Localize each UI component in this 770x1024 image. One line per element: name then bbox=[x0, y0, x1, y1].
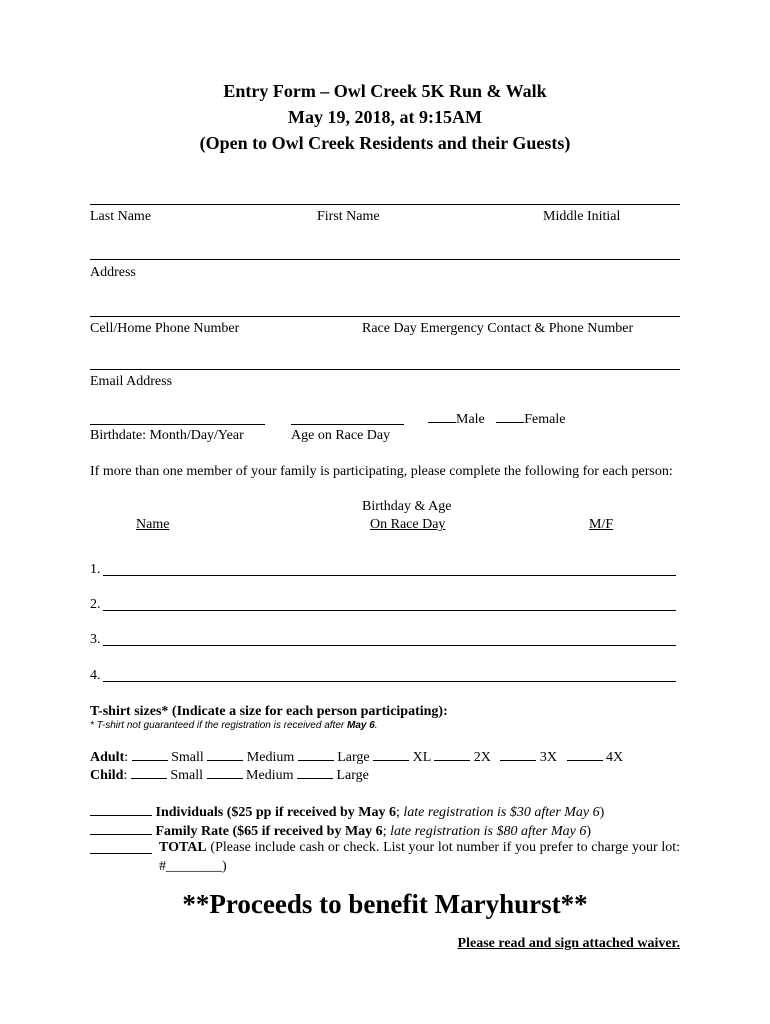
title-line-2: May 19, 2018, at 9:15AM bbox=[288, 107, 482, 127]
col-mf-header: M/F bbox=[589, 517, 614, 532]
tshirt-note-suffix: . bbox=[374, 720, 378, 731]
tshirt-note-prefix: * T-shirt not guaranteed if the registration is received after bbox=[90, 720, 347, 731]
child-medium-blank[interactable] bbox=[207, 766, 243, 779]
address-label: Address bbox=[90, 265, 136, 280]
male-label: Male bbox=[456, 412, 485, 427]
adult-2x-blank[interactable] bbox=[434, 748, 470, 761]
total-blank[interactable] bbox=[90, 841, 152, 854]
proceeds-banner: **Proceeds to benefit Maryhurst** bbox=[182, 889, 588, 919]
age-label: Age on Race Day bbox=[291, 428, 391, 443]
title-line-1: Entry Form – Owl Creek 5K Run & Walk bbox=[223, 81, 547, 101]
family-row-1-line[interactable] bbox=[103, 575, 676, 576]
emergency-contact-label: Race Day Emergency Contact & Phone Number bbox=[362, 321, 634, 336]
family-row-3-num: 3. bbox=[90, 632, 101, 647]
adult-sizes-row: Adult: Small Medium Large XL 2X 3X 4X bbox=[90, 750, 624, 765]
family-row-4-num: 4. bbox=[90, 668, 101, 683]
child-small-blank[interactable] bbox=[131, 766, 167, 779]
family-row-2-num: 2. bbox=[90, 597, 101, 612]
female-label: Female bbox=[524, 412, 566, 427]
birthdate-line[interactable] bbox=[90, 424, 265, 425]
col-bday-line1: Birthday & Age bbox=[362, 499, 452, 514]
family-row-3-line[interactable] bbox=[103, 645, 676, 646]
col-bday-line2: On Race Day bbox=[370, 517, 446, 532]
phone-line[interactable] bbox=[90, 316, 680, 317]
individuals-text: Individuals ($25 pp if received by May 6 bbox=[155, 805, 396, 820]
adult-small-blank[interactable] bbox=[132, 748, 168, 761]
name-line[interactable] bbox=[90, 204, 680, 205]
child-sizes-row: Child: Small Medium Large bbox=[90, 768, 369, 783]
family-late: late registration is $80 after May 6 bbox=[390, 824, 587, 839]
tshirt-note-date: May 6 bbox=[347, 720, 375, 731]
total-text: (Please include cash or check. List your lot number if you prefer to charge your lot: #________) bbox=[159, 840, 680, 874]
individuals-blank[interactable] bbox=[90, 803, 152, 816]
adult-xl-blank[interactable] bbox=[373, 748, 409, 761]
family-text: Family Rate ($65 if received by May 6 bbox=[155, 824, 383, 839]
email-line[interactable] bbox=[90, 369, 680, 370]
adult-size-medium: Medium bbox=[246, 750, 295, 765]
fee-family: Family Rate ($65 if received by May 6; late registration is $80 after May 6) bbox=[90, 822, 591, 840]
title-line-3: (Open to Owl Creek Residents and their Guests) bbox=[199, 133, 571, 153]
family-row-4-line[interactable] bbox=[103, 681, 676, 682]
family-intro: If more than one member of your family is participating, please complete the following for each person: bbox=[90, 464, 673, 479]
family-blank[interactable] bbox=[90, 822, 152, 835]
last-name-label: Last Name bbox=[90, 209, 152, 224]
waiver-note: Please read and sign attached waiver. bbox=[457, 936, 680, 951]
child-large-blank[interactable] bbox=[297, 766, 333, 779]
child-size-medium: Medium bbox=[246, 768, 294, 783]
adult-size-4x: 4X bbox=[606, 750, 624, 765]
female-blank[interactable] bbox=[496, 410, 524, 423]
adult-size-xl: XL bbox=[412, 750, 431, 765]
tshirt-heading: T-shirt sizes* (Indicate a size for each person participating): bbox=[90, 704, 448, 719]
fee-total bbox=[159, 838, 680, 876]
total-label: TOTAL bbox=[159, 840, 207, 855]
adult-3x-blank[interactable] bbox=[500, 748, 536, 761]
col-name-header: Name bbox=[136, 517, 170, 532]
form-title bbox=[0, 78, 770, 156]
adult-medium-blank[interactable] bbox=[207, 748, 243, 761]
fee-total-blank-wrap bbox=[90, 841, 152, 859]
phone-label: Cell/Home Phone Number bbox=[90, 321, 240, 336]
male-blank[interactable] bbox=[428, 410, 456, 423]
individuals-late: late registration is $30 after May 6 bbox=[403, 805, 600, 820]
first-name-label: First Name bbox=[317, 209, 380, 224]
adult-size-small: Small bbox=[171, 750, 204, 765]
email-label: Email Address bbox=[90, 374, 173, 389]
adult-label: Adult bbox=[90, 750, 125, 765]
tshirt-note bbox=[90, 720, 378, 732]
adult-4x-blank[interactable] bbox=[567, 748, 603, 761]
middle-initial-label: Middle Initial bbox=[543, 209, 621, 224]
gender-options bbox=[428, 410, 565, 428]
birthdate-label: Birthdate: Month/Day/Year bbox=[90, 428, 244, 443]
adult-size-2x: 2X bbox=[473, 750, 491, 765]
family-row-1-num: 1. bbox=[90, 562, 101, 577]
adult-size-large: Large bbox=[337, 750, 370, 765]
age-line[interactable] bbox=[291, 424, 404, 425]
adult-size-3x: 3X bbox=[539, 750, 558, 765]
address-line[interactable] bbox=[90, 259, 680, 260]
fee-individuals: Individuals ($25 pp if received by May 6; late registration is $30 after May 6) bbox=[90, 803, 604, 821]
family-row-2-line[interactable] bbox=[103, 610, 676, 611]
child-size-large: Large bbox=[336, 768, 369, 783]
adult-large-blank[interactable] bbox=[298, 748, 334, 761]
child-size-small: Small bbox=[170, 768, 204, 783]
child-label: Child bbox=[90, 768, 124, 783]
